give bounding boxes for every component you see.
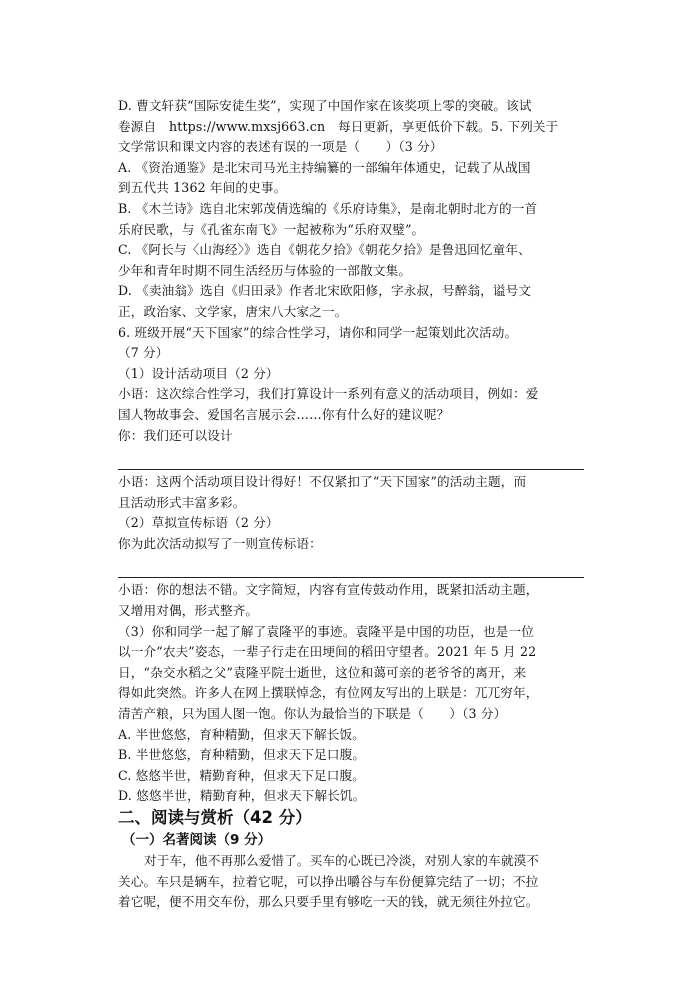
text-line: 少年和青年时期不同生活经历与体验的一部散文集。 [118,262,412,278]
text-line: B. 半世悠悠，育种精勤，但求天下足口腹。 [118,747,366,763]
text-line: 你为此次活动拟写了一则宣传标语： [118,535,322,551]
section-title: 二、阅读与赏析（42 分） [118,808,312,827]
text-line: 小语：这次综合性学习，我们打算设计一系列有意义的活动项目，例如：爱 [118,386,539,402]
document-body [118,96,584,913]
text-line: D. 曹文轩获“国际安徒生奖”，实现了中国作家在该奖项上零的突破。该试 [118,98,532,113]
text-line: （7 分） [118,345,169,361]
text-line: 日，“杂交水稻之父”袁隆平院士逝世，这位和蔼可亲的老爷爷的离开，来 [118,664,527,680]
text-line: C. 悠悠半世，精勤育种，但求天下足口腹。 [118,767,366,783]
text-line: C. 《阿长与〈山海经〉》选自《朝花夕拾》《朝花夕拾》是鲁迅回忆童年、 [118,242,531,258]
text-line: 国人物故事会、爱国名言展示会……你有什么好的建议呢？ [118,406,450,422]
text-line: （3）你和同学一起了解了袁隆平的事迹。袁隆平是中国的功臣，也是一位 [118,623,534,639]
text-line: 你：我们还可以设计 [118,427,233,443]
text-line: 对于车，他不再那么爱惜了。买车的心既已冷淡，对别人家的车就漠不 [144,853,540,868]
text-line: 乐府民歌，与《孔雀东南飞》一起被称为“乐府双璧”。 [118,221,425,237]
answer-blank-line[interactable] [118,456,584,470]
text-line: （1）设计活动项目（2 分） [118,365,279,381]
slogan-block [118,472,584,554]
couplet-question-block [118,580,584,807]
answer-blank-line[interactable] [118,564,584,578]
text-line: B. 《木兰诗》选自北宋郭茂倩选编的《乐府诗集》，是南北朝时北方的一首 [118,200,538,216]
text-line: （2）草拟宣传标语（2 分） [118,515,279,531]
subsection-title: （一）名著阅读（9 分） [122,832,272,848]
text-line: 卷源自 https://www.mxsj663.cn 每日更新，享更低价下载。5. 下列关于 [118,118,559,134]
text-line: 关心。车只是辆车，拉着它呢，可以挣出嚼谷与车份便算完结了一切；不拉 [118,873,539,889]
text-line: 以一介“农夫”姿态，一辈子行走在田埂间的稻田守望者。2021 年 5 月 22 [118,644,537,660]
question-5-block [118,96,584,446]
text-line: A. 半世悠悠，育种精勤，但求天下解长饭。 [118,726,365,742]
text-line: D. 《卖油翁》选自《归田录》作者北宋欧阳修，字永叔，号醉翁，谥号文 [118,283,532,299]
text-line: 且活动形式丰富多彩。 [118,494,246,510]
text-line: 着它呢，便不用交车份，那么只要手里有够吃一天的钱，就无须往外拉它。 [118,894,539,910]
text-line: 正，政治家、文学家，唐宋八大家之一。 [118,303,348,319]
text-line: 6. 班级开展“天下国家”的综合性学习，请你和同学一起策划此次活动。 [118,324,518,340]
text-line: 文学常识和课文内容的表述有误的一项是（ ）（3 分） [118,139,443,155]
text-line: A. 《资治通鉴》是北宋司马光主持编纂的一部编年体通史，记载了从战国 [118,159,531,175]
text-line: D. 悠悠半世，精勤育种，但求天下解长饥。 [118,788,366,804]
text-line: 又增用对偶，形式整齐。 [118,603,259,619]
text-line: 小语：你的想法不错。文字简短，内容有宣传鼓动作用，既紧扣活动主题， [118,582,539,598]
reading-passage [118,851,584,913]
text-line: 小语：这两个活动项目设计得好！不仅紧扣了“天下国家”的活动主题，而 [118,474,527,490]
text-line: 清苦产粮，只为国人图一饱。你认为最恰当的下联是（ ）（3 分） [118,706,507,722]
text-line: 到五代共 1362 年间的史事。 [118,180,287,196]
text-line: 得如此突然。许多人在网上撰联悼念，有位网友写出的上联是：兀兀穷年， [118,685,539,701]
